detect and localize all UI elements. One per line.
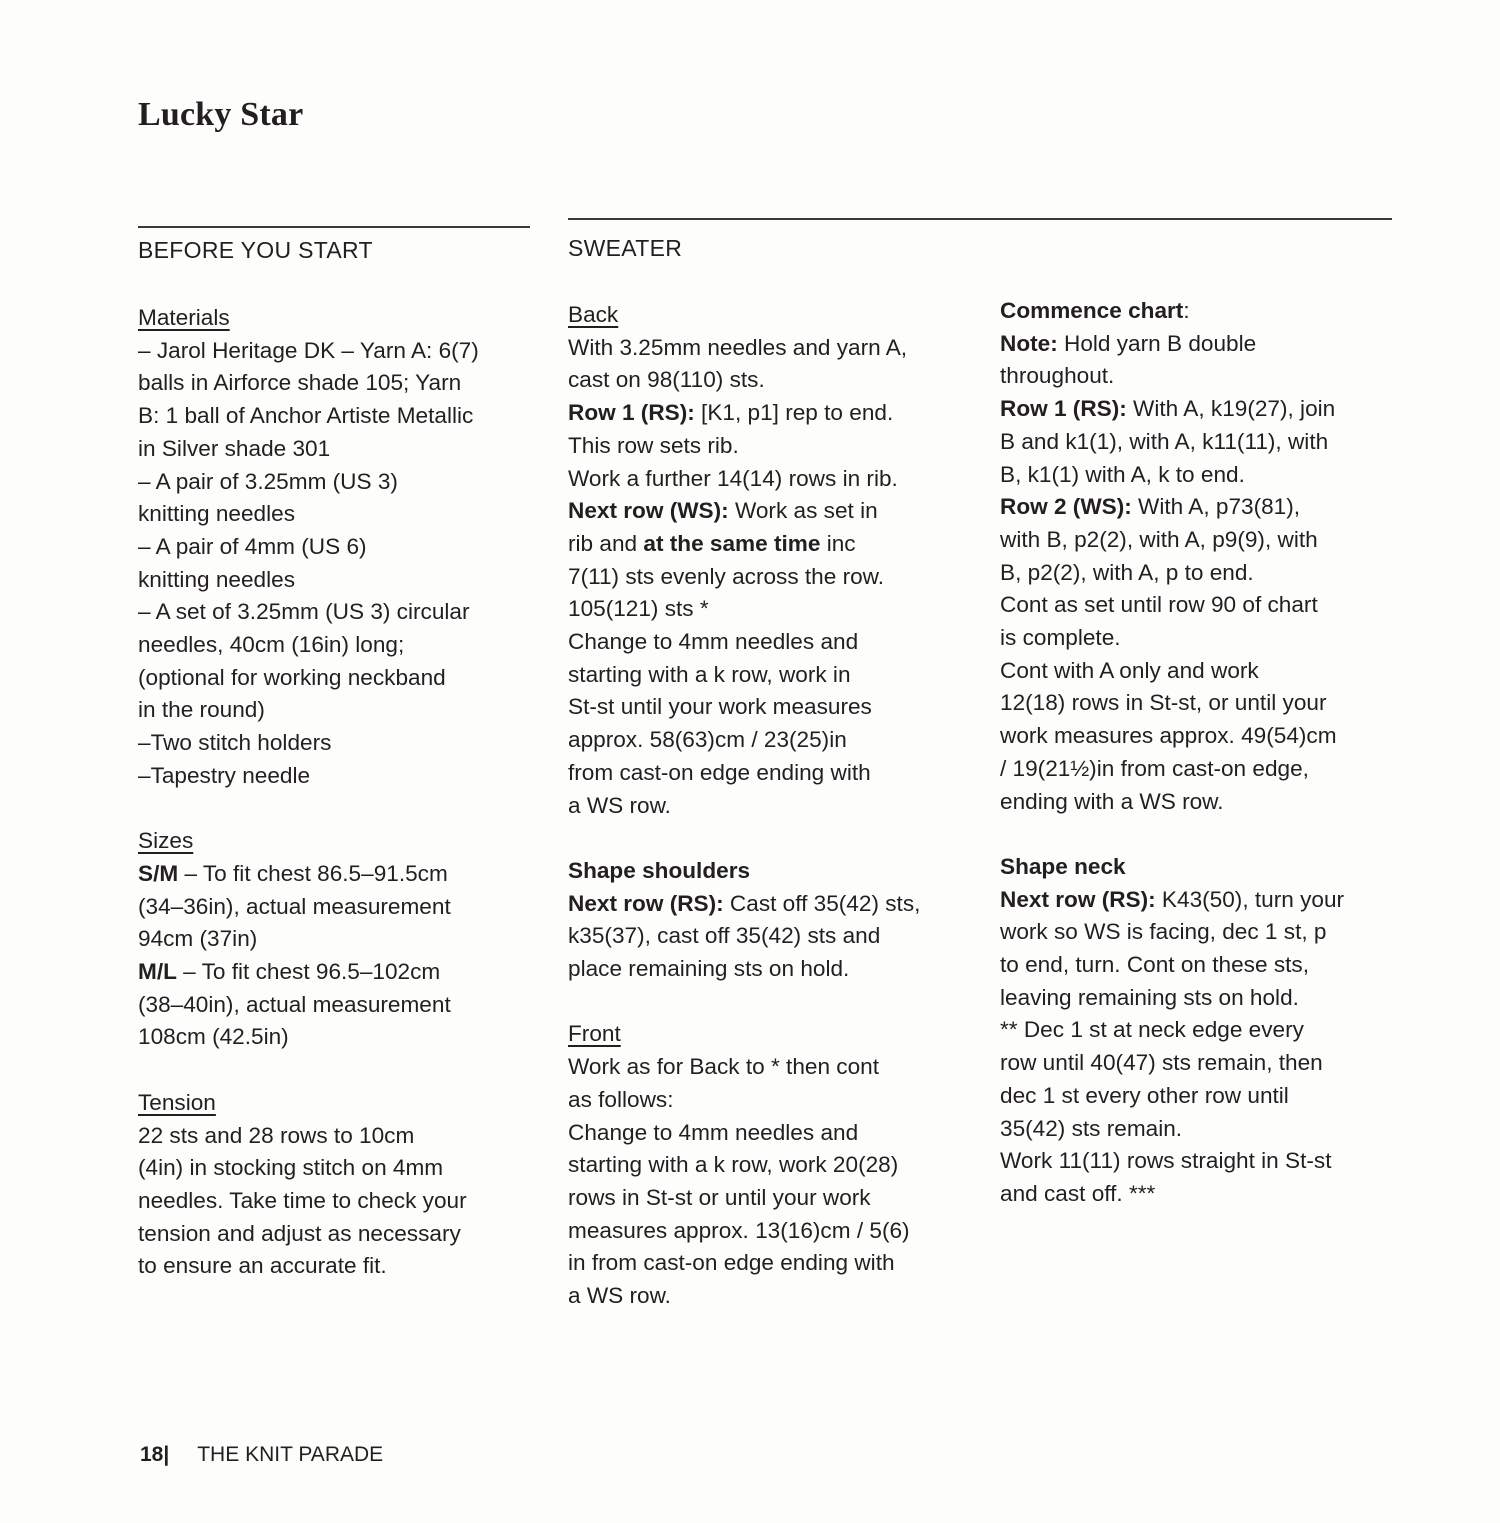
chart-line: / 19(21½)in from cast-on edge,: [1000, 755, 1309, 781]
shoulders-line: place remaining sts on hold.: [568, 956, 850, 982]
tension-line: tension and adjust as necessary: [138, 1220, 461, 1246]
back-line: approx. 58(63)cm / 23(25)in: [568, 727, 847, 753]
page-footer: [140, 1443, 383, 1467]
materials-line: – A pair of 4mm (US 6): [138, 533, 367, 559]
front-line: as follows:: [568, 1086, 674, 1112]
chart-line: Cont as set until row 90 of chart: [1000, 592, 1318, 618]
front-line: measures approx. 13(16)cm / 5(6): [568, 1217, 910, 1243]
materials-line: in Silver shade 301: [138, 435, 331, 461]
front-line: in from cast-on edge ending with: [568, 1250, 895, 1276]
commence-chart-heading: Commence chart:: [1000, 298, 1190, 323]
neck-line: row until 40(47) sts remain, then: [1000, 1050, 1323, 1076]
neck-line: 35(42) sts remain.: [1000, 1115, 1183, 1141]
tension-line: 22 sts and 28 rows to 10cm: [138, 1122, 415, 1148]
front-line: Work as for Back to * then cont: [568, 1054, 880, 1080]
page-title: Lucky Star: [138, 96, 304, 133]
front-line: Change to 4mm needles and: [568, 1119, 859, 1145]
size-ml-line: 108cm (42.5in): [138, 1024, 289, 1050]
materials-list: [138, 335, 548, 793]
tension-line: (4in) in stocking stitch on 4mm: [138, 1155, 444, 1181]
back-line: Work a further 14(14) rows in rib.: [568, 465, 898, 491]
tension-line: needles. Take time to check your: [138, 1187, 467, 1213]
back-next-row-line: Next row (WS): Work as set in: [568, 498, 878, 524]
back-line: With 3.25mm needles and yarn A,: [568, 334, 908, 360]
size-ml-line: (38–40in), actual measurement: [138, 991, 451, 1017]
back-line: Change to 4mm needles and: [568, 629, 859, 655]
chart-row2-line: Row 2 (WS): With A, p73(81),: [1000, 494, 1301, 520]
materials-line: knitting needles: [138, 566, 296, 592]
materials-line: needles, 40cm (16in) long;: [138, 632, 405, 658]
neck-line: work so WS is facing, dec 1 st, p: [1000, 919, 1327, 945]
chart-row1-line: B, k1(1) with A, k to end.: [1000, 461, 1245, 487]
chart-row2-line: B, p2(2), with A, p to end.: [1000, 559, 1254, 585]
tension-line: to ensure an accurate fit.: [138, 1253, 387, 1279]
divider-left: [138, 226, 530, 228]
materials-line: – A pair of 3.25mm (US 3): [138, 468, 398, 494]
chart-line: 12(18) rows in St-st, or until your: [1000, 690, 1327, 716]
materials-line: – Jarol Heritage DK – Yarn A: 6(7): [138, 337, 479, 363]
materials-line: –Tapestry needle: [138, 762, 311, 788]
materials-line: knitting needles: [138, 501, 296, 527]
neck-line: ** Dec 1 st at neck edge every: [1000, 1017, 1304, 1043]
note-line: throughout.: [1000, 363, 1115, 389]
neck-line: and cast off. ***: [1000, 1180, 1156, 1206]
book-title: THE KNIT PARADE: [197, 1443, 384, 1466]
front-line: a WS row.: [568, 1283, 671, 1309]
chart-row2-line: with B, p2(2), with A, p9(9), with: [1000, 526, 1318, 552]
back-line: from cast-on edge ending with: [568, 759, 871, 785]
shoulders-line: Next row (RS): Cast off 35(42) sts,: [568, 890, 921, 916]
neck-line: leaving remaining sts on hold.: [1000, 984, 1299, 1010]
front-line: rows in St-st or until your work: [568, 1184, 871, 1210]
shape-neck-heading: Shape neck: [1000, 853, 1126, 879]
size-sm-label: S/M: [138, 860, 179, 886]
materials-line: – A set of 3.25mm (US 3) circular: [138, 599, 470, 625]
shoulders-line: k35(37), cast off 35(42) sts and: [568, 923, 881, 949]
size-ml-label: M/L: [138, 959, 177, 985]
note-line: Note: Hold yarn B double: [1000, 330, 1257, 356]
neck-line: to end, turn. Cont on these sts,: [1000, 952, 1309, 978]
size-ml-line: M/L – To fit chest 96.5–102cm: [138, 959, 441, 985]
back-line: a WS row.: [568, 792, 671, 818]
size-sm-line: S/M – To fit chest 86.5–91.5cm: [138, 860, 448, 886]
materials-line: in the round): [138, 697, 265, 723]
section-heading-before-you-start: BEFORE YOU START: [138, 237, 373, 263]
size-sm-line: 94cm (37in): [138, 926, 258, 952]
chart-line: Cont with A only and work: [1000, 657, 1259, 683]
back-row1-line: Row 1 (RS): [K1, p1] rep to end.: [568, 400, 894, 426]
materials-line: B: 1 ball of Anchor Artiste Metallic: [138, 403, 474, 429]
back-line: rib and at the same time inc: [568, 530, 856, 556]
chart-line: ending with a WS row.: [1000, 788, 1224, 814]
chart-line: work measures approx. 49(54)cm: [1000, 723, 1337, 749]
materials-line: –Two stitch holders: [138, 730, 332, 756]
sizes-heading: Sizes: [138, 828, 194, 854]
page-number: 18|: [140, 1443, 170, 1466]
divider-right: [568, 218, 1392, 220]
tension-heading: Tension: [138, 1089, 216, 1115]
shape-shoulders-heading: Shape shoulders: [568, 857, 751, 883]
back-line: St-st until your work measures: [568, 694, 872, 720]
chart-line: is complete.: [1000, 625, 1121, 651]
materials-line: (optional for working neckband: [138, 664, 446, 690]
chart-row1-line: B and k1(1), with A, k11(11), with: [1000, 428, 1329, 454]
back-line: 7(11) sts evenly across the row.: [568, 563, 885, 589]
neck-line: Work 11(11) rows straight in St-st: [1000, 1148, 1332, 1174]
chart-row1-line: Row 1 (RS): With A, k19(27), join: [1000, 396, 1336, 422]
front-heading: Front: [568, 1021, 621, 1047]
column-chart-and-neck: [1000, 295, 1420, 1211]
back-line: cast on 98(110) sts.: [568, 367, 765, 393]
back-heading: Back: [568, 302, 619, 327]
section-heading-sweater: SWEATER: [568, 235, 683, 261]
front-line: starting with a k row, work 20(28): [568, 1152, 899, 1178]
back-line: starting with a k row, work in: [568, 661, 851, 687]
neck-line: Next row (RS): K43(50), turn your: [1000, 886, 1345, 912]
back-line: 105(121) sts *: [568, 596, 709, 622]
column-sweater-back-front: [568, 299, 978, 1313]
back-line: This row sets rib.: [568, 432, 739, 458]
column-before-you-start: [138, 302, 548, 1283]
size-sm-line: (34–36in), actual measurement: [138, 893, 451, 919]
materials-line: balls in Airforce shade 105; Yarn: [138, 370, 462, 396]
materials-heading: Materials: [138, 305, 230, 330]
neck-line: dec 1 st every other row until: [1000, 1082, 1289, 1108]
